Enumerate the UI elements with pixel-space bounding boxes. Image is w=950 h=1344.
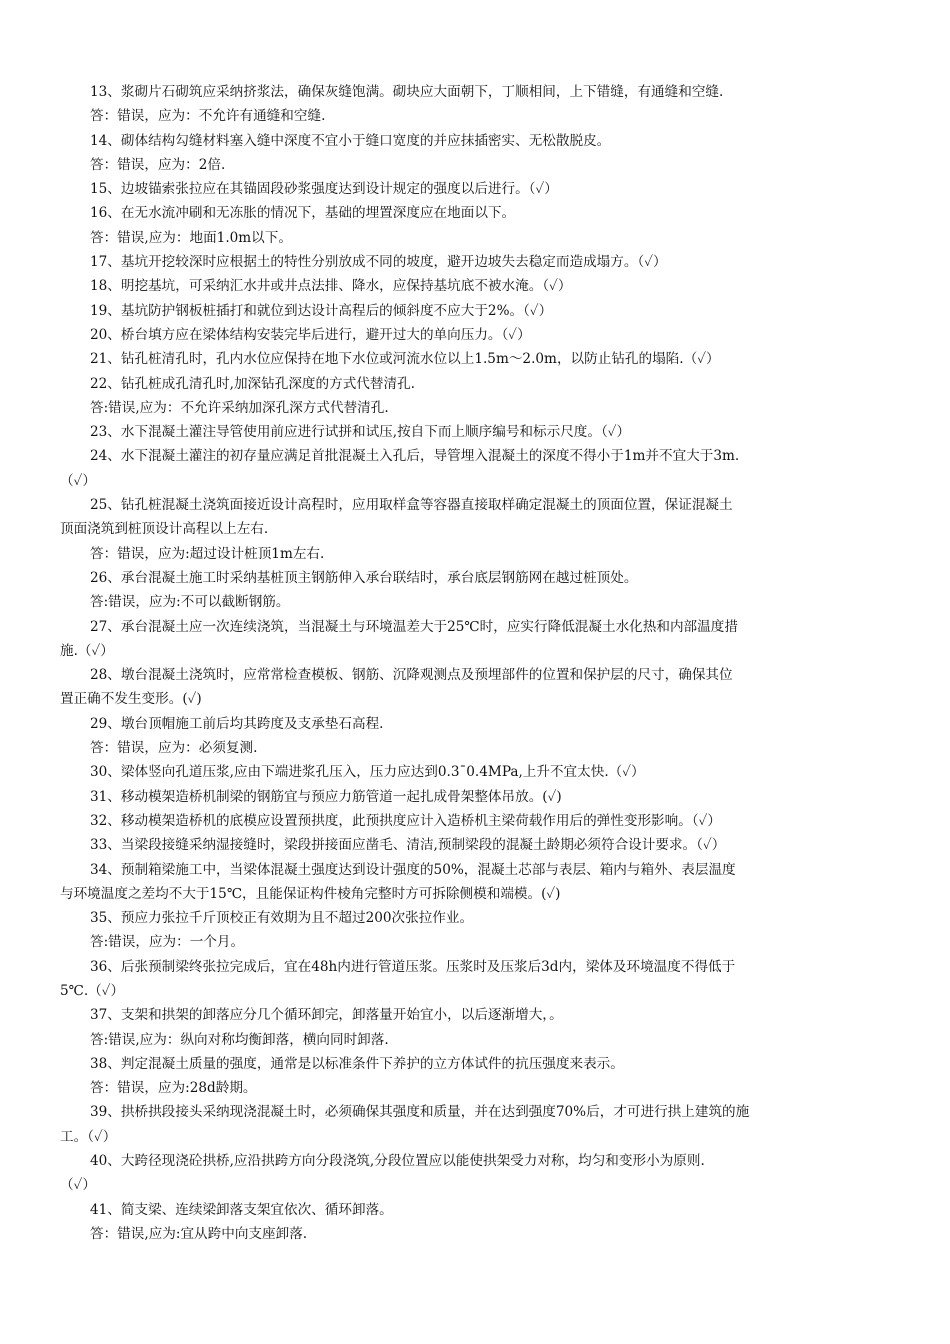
text-line: 答：错误，应为：必须复测.	[90, 740, 258, 757]
text-line: 答:错误,应为：不允许采纳加深孔深方式代替清孔.	[90, 399, 389, 416]
text-line: 34、预制箱梁施工中，当梁体混凝土强度达到设计强度的50%，混凝土芯部与表层、箱内与箱外、表层温度	[90, 861, 736, 878]
text-line: 5℃.（✓）	[60, 982, 125, 999]
text-line: 19、基坑防护钢板桩插打和就位到达设计高程后的倾斜度不应大于2%。（✓）	[90, 302, 553, 319]
text-line: 28、墩台混凝土浇筑时，应常常检查模板、钢筋、沉降观测点及预埋部件的位置和保护层的尺寸，确保其位	[90, 667, 733, 684]
text-line: 工。（✓）	[60, 1128, 117, 1145]
text-line: 27、承台混凝土应一次连续浇筑，当混凝土与环境温差大于25℃时，应实行降低混凝土水化热和内部温度措	[90, 618, 738, 635]
text-line: 22、钻孔桩成孔清孔时,加深钻孔深度的方式代替清孔.	[90, 375, 416, 392]
text-line: 施.（✓）	[60, 642, 114, 659]
text-line: 置正确不发生变形。(✓)	[60, 691, 202, 708]
text-line: 16、在无水流冲刷和无冻胀的情况下，基础的埋置深度应在地面以下。	[90, 205, 516, 222]
text-line: 与环境温度之差均不大于15℃，且能保证构件棱角完整时方可拆除侧模和端模。(✓)	[60, 885, 561, 902]
text-line: 41、简支梁、连续梁卸落支架宜依次、循环卸落。	[90, 1201, 393, 1218]
text-line: 答:错误,应为：纵向对称均衡卸落，横向同时卸落.	[90, 1031, 389, 1048]
text-line: 答：错误,应为：地面1.0m以下。	[90, 229, 292, 246]
text-line: （✓）	[60, 1177, 96, 1194]
text-line: 23、水下混凝土灌注导管使用前应进行试拼和试压,按自下而上顺序编号和标示尺度。（✓）	[90, 424, 631, 441]
text-line: 30、梁体竖向孔道压浆,应由下端进浆孔压入，压力应达到0.3¯0.4MPa,上升不宜太快.（✓）	[90, 764, 645, 781]
text-line: 24、水下混凝土灌注的初存量应满足首批混凝土入孔后，导管埋入混凝土的深度不得小于1m并不宜大于3m.	[90, 448, 740, 465]
text-line: 37、支架和拱架的卸落应分几个循环卸完，卸落量开始宜小，以后逐渐增大，。	[90, 1007, 563, 1024]
text-line: 38、判定混凝土质量的强度，通常是以标准条件下养护的立方体试件的抗压强度来表示。	[90, 1055, 624, 1072]
text-line: 答：错误，应为:28d龄期。	[90, 1080, 257, 1097]
text-line: 21、钻孔桩清孔时，孔内水位应保持在地下水位或河流水位以上1.5m～2.0m，以防止钻孔的塌陷.（✓）	[90, 351, 720, 368]
text-line: 40、大跨径现浇砼拱桥,应沿拱跨方向分段浇筑,分段位置应以能使拱架受力对称，均匀和变形小为原则.	[90, 1153, 705, 1170]
text-line: 答:错误，应为：一个月。	[90, 934, 245, 951]
text-line: 35、预应力张拉千斤顶校正有效期为且不超过200次张拉作业。	[90, 910, 474, 927]
text-line: 答：错误，应为:超过设计桩顶1m左右.	[90, 545, 325, 562]
text-line: 26、承台混凝土施工时采纳基桩顶主钢筋伸入承台联结时，承台底层钢筋网在越过桩顶处。	[90, 569, 638, 586]
text-line: 20、桥台填方应在梁体结构安装完毕后进行，避开过大的单向压力。（✓）	[90, 326, 531, 343]
text-line: 36、后张预制梁终张拉完成后，宜在48h内进行管道压浆。压浆时及压浆后3d内，梁体及环境温度不得低于	[90, 958, 736, 975]
text-line: 31、移动模架造桥机制梁的钢筋宜与预应力筋管道一起扎成骨架整体吊放。(✓)	[90, 788, 562, 805]
text-line: 答：错误，应为：2倍.	[90, 156, 226, 173]
text-line: 答：错误,应为:宜从跨中向支座卸落.	[90, 1225, 308, 1242]
text-line: 14、砌体结构勾缝材料塞入缝中深度不宜小于缝口宽度的并应抹插密实、无松散脱皮。	[90, 132, 611, 149]
text-line: 32、移动模架造桥机的底模应设置预拱度，此预拱度应计入造桥机主梁荷载作用后的弹性变形影响。（✓）	[90, 812, 721, 829]
text-line: 13、浆砌片石砌筑应采纳挤浆法，确保灰缝饱满。砌块应大面朝下，丁顺相间，上下错缝，有通缝和空缝.	[90, 84, 724, 100]
text-line: 25、钻孔桩混凝土浇筑面接近设计高程时，应用取样盒等容器直接取样确定混凝土的顶面位置，保证混凝土	[90, 497, 733, 514]
text-line: 29、墩台顶帽施工前后均其跨度及支承垫石高程.	[90, 715, 384, 732]
text-line: 顶面浇筑到桩顶设计高程以上左右.	[60, 521, 269, 538]
text-line: 15、边坡锚索张拉应在其锚固段砂浆强度达到设计规定的强度以后进行。（✓）	[90, 181, 558, 198]
text-line: 答：错误，应为：不允许有通缝和空缝.	[90, 108, 326, 125]
text-line: 17、基坑开挖较深时应根据土的特性分别放成不同的坡度，避开边坡失去稳定而造成塌方。（✓）	[90, 254, 667, 271]
text-line: 答:错误，应为:不可以截断钢筋。	[90, 594, 290, 611]
text-line: 39、拱桥拱段接头采纳现浇混凝土时，必须确保其强度和质量，并在达到强度70%后，才可进行拱上建筑的施	[90, 1104, 750, 1121]
text-line: 18、明挖基坑，可采纳汇水井或井点法排、降水，应保持基坑底不被水淹。（✓）	[90, 278, 572, 295]
text-line: 33、当梁段接缝采纳湿接缝时，梁段拼接面应凿毛、清洁,预制梁段的混凝土龄期必须符合设计要求。（✓）	[90, 837, 726, 854]
text-line: （✓）	[60, 472, 96, 489]
